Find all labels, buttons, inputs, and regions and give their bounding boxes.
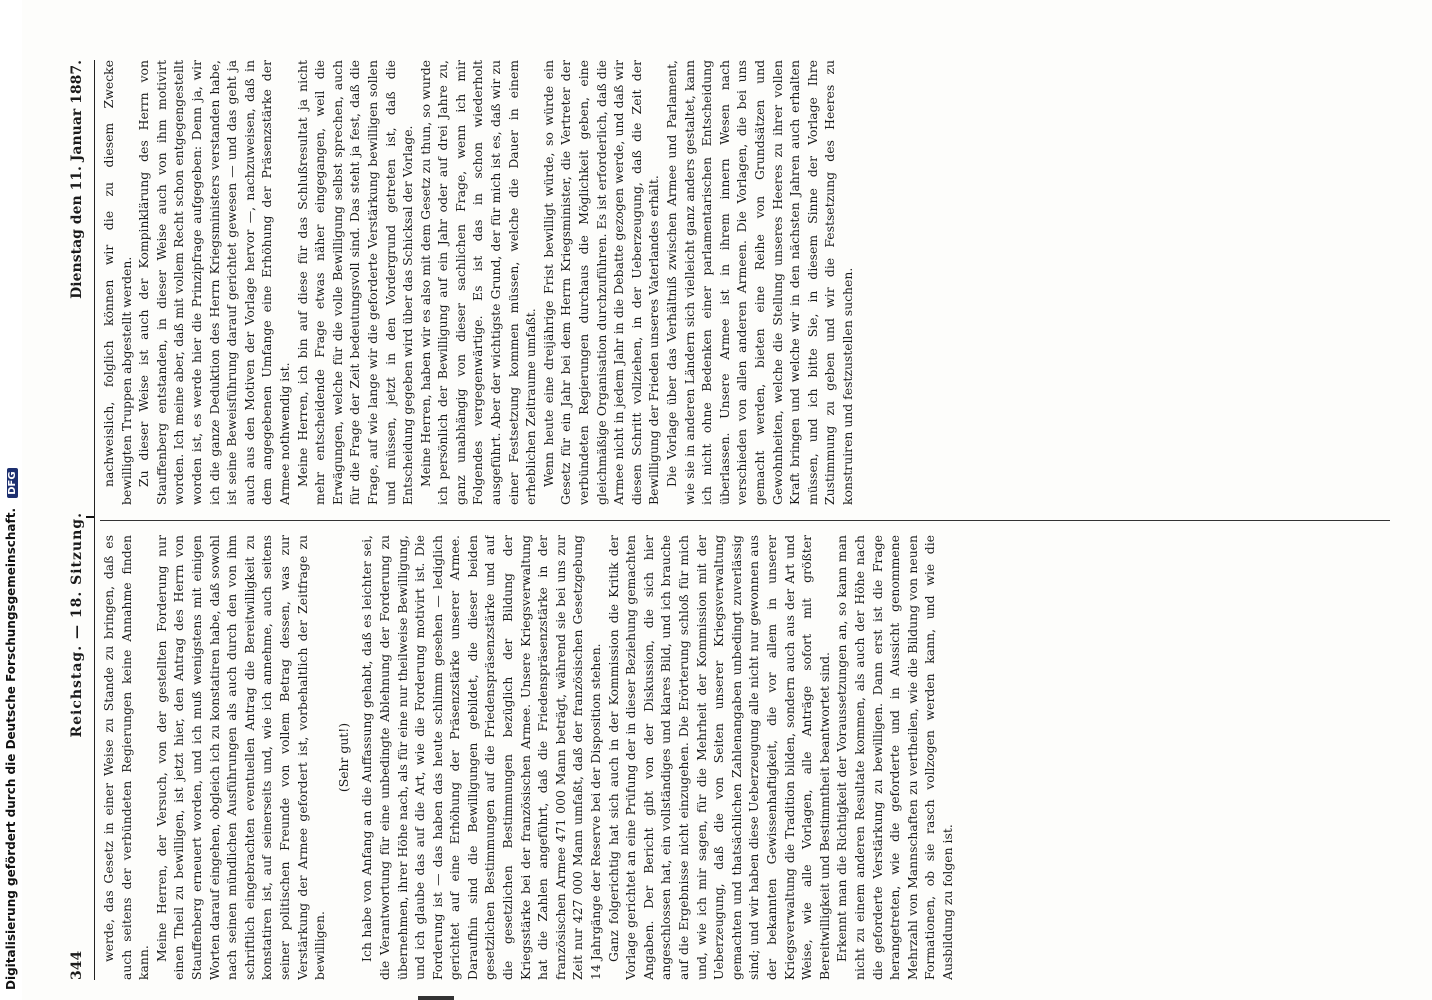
page-edge-mark [418, 996, 454, 1000]
paragraph: Wenn heute eine dreijährige Frist bewilligt würde, so würde ein Gesetz für ein Jahr bei dem Herrn Kriegsminister, die Vertreter der verbündeten Regierungen durchaus die Möglichkeit geben, eine gleichmäßige Organisation durchzuführen. Es ist erforderlich, daß die Armee nicht in jedem Jahr in die Debatte gezogen werde, und daß wir diesen Schritt vollziehen, in der Ueberzeugung, daß die Zeit der Bewilligung der Frieden unseres Vaterlandes erhält. [540, 60, 662, 505]
paragraph: Ganz folgerichtig hat sich auch in der Kommission die Kritik der Vorlage gerichtet an eine Prüfung der in dieser Beziehung gemachten Angaben. Der Bericht gibt von der Diskussion, die sich hier angeschlossen hat, ein vollständiges und klares Bild, und ich brauche auf die Ergebnisse nicht einzugehen. Die Erörterung schloß für mich und, wie ich mir sagen, für die Mehrheit der Kommission mit der Ueberzeugung, daß die von Seiten unserer Kriegsverwaltung gemachten und thatsächlichen Zahlenangaben unbedingt zuverlässig sind; und wir haben diese Ueberzeugung alle nicht nur gewonnen aus der bekannten Gewissenhaftigkeit, die vor allem in unserer Kriegsverwaltung die Tradition bilden, sondern auch aus der Art und Weise, wie alle Vorlagen, alle Anträge sofort mit größter Bereitwilligkeit und Bestimmtheit beantwortet sind. [605, 535, 832, 980]
left-column [100, 535, 1390, 980]
paragraph: Erkennt man die Richtigkeit der Voraussetzungen an, so kann man nicht zu einem anderen Resultate kommen, als auch der Höhe nach die geforderte Verstärkung zu bewilligen. Dann erst ist die Frage herangetreten, wie die geforderte und in Aussicht genommene Mehrzahl von Mannschaften zu vertheilen, wie die Bildung von neuen Formationen, ob sie rasch vollzogen werden kann, und wie die Ausbildung zu folgen ist. [834, 535, 955, 980]
paragraph: Meine Herren, ich bin auf diese für das Schlußresultat ja nicht mehr entscheidende Frage etwas näher eingegangen, weil die Erwägungen, welche für die volle Bewilligung selbst sprechen, auch für die Frage der Zeit bedeutungsvoll sind. Das steht ja fest, daß die Frage, auf wie lange wir die geforderte Verstärkung bewilligen sollen und müssen, jetzt in den Vordergrund getreten ist, daß die Entscheidung gegeben wird über das Schicksal der Vorlage. [294, 60, 416, 505]
column-divider [100, 520, 1390, 521]
text-columns [100, 60, 1390, 980]
page-number: 344 [69, 950, 85, 980]
session-title: Reichstag. — 18. Sitzung. [69, 512, 85, 738]
paragraph: nachweislich, folglich können wir die zu diesem Zwecke bewilligten Truppen abgestellt werden. [101, 60, 134, 505]
paragraph: Zu dieser Weise ist auch der Kompinklärung des Herrn von Stauffenberg entstanden, in dieser Weise auch von ihm motivirt worden. Ich meine aber, daß mit vollem Recht schon entgegengestellt worden ist, es werde hier die Prinzipfrage aufgegeben: Denn ja, wir ich die ganze Deduktion des Herrn Kriegsministers verstanden habe, ist seine Beweisführung darauf gerichtet gewesen — und das geht ja auch aus den Motiven der Vorlage hervor —, nachzuweisen, daß in dem angegebenen Umfange eine Erhöhung der Präsenzstärke der Armee nothwendig ist. [136, 60, 292, 505]
paragraph: Meine Herren, haben wir es also mit dem Gesetz zu thun, so wurde ich persönlich der Bewilligung auf ein Jahr oder auf drei Jahre zu, ganz unabhängig von dieser sachlichen Frage, wenn ich mir Folgendes vergegenwärtige. Es ist das in schon wiederholt ausgeführt. Aber der wichtigste Grund, der für mich ist es, daß wir zu einer Festsetzung kommen müssen, welche die Dauer in einem erheblichen Zeitraume umfaßt. [417, 60, 539, 505]
paragraph: Die Vorlage über das Verhältniß zwischen Armee und Parlament, wie sie in anderen Ländern sich vielleicht ganz anders gestaltet, kann ich nicht ohne Bedenken einer parlamentarischen Entscheidung überlassen. Unsere Armee ist in ihrem innern Wesen nach verschieden von allen anderen Armeen. Die Vorlagen, die bei uns gemacht werden, bieten eine Reihe von Grundsätzen und Gewohnheiten, welche die Stellung unseres Heeres zu ihrer vollen Kraft bringen und welche wir in den nächsten Jahren auch erhalten müssen, und ich bitte Sie, in diesem Sinne der Vorlage Ihre Zustimmung zu geben und wir die Festsetzung des Heeres zu konstruiren und festzustellen suchen. [664, 60, 855, 505]
page-header [60, 60, 95, 980]
rotated-page [60, 60, 1400, 980]
paragraph: Ich habe von Anfang an die Auffassung gehabt, daß es leichter sei, die Verantwortung für eine unbedingte Ablehnung der Forderung zu übernehmen, ihrer Höhe nach, als für eine nur theilweise Bewilligung, und ich glaube das auf die Art, wie die Forderung motivirt ist. Die Forderung ist — das haben das heute schlimm gesehen — lediglich gerichtet auf eine Erhöhung der Präsenzstärke unserer Armee. Daraufhin sind die Bewilligungen gebildet, die dieser beiden gesetzlichen Bestimmungen auf die Friedenspräsenzstärke und auf die gesetzlichen Bestimmungen bezüglich der Bildung der Kriegsstärke bei der französischen Armee. Unsere Kriegsverwaltung hat die Zahlen angeführt, daß die Friedenspräsenzstärke in der französischen Armee 471 000 Mann beträgt, während sie bei uns zur Zeit nur 427 000 Mann umfaßt, daß der französischen Gesetzgebung 14 Jahrgänge der Reserve bei der Disposition stehen. [359, 535, 604, 980]
paragraph: Meine Herren, der Versuch, von der gestellten Forderung nur einen Theil zu bewilligen, ist jetzt hier, den Antrag des Herrn von Stauffenberg erneuert worden, und ich muß wenigstens mit einigen Worten darauf eingehen, obgleich ich zu konstatiren habe, daß sowohl nach seinen mündlichen Ausführungen als auch durch den von ihm schriftlich eingebrachten eventuellen Antrag die Bereitwilligkeit zu konstatiren ist, auf seinerseits und, wie ich annehme, auch seitens seiner politischen Freunde von vollem Betrag dessen, was zur Verstärkung der Armee gefordert ist, vorbehaltlich der Zeitfrage zu bewilligen. [153, 535, 328, 980]
digitization-credit [4, 10, 20, 990]
interjection: (Sehr gut!) [335, 722, 351, 793]
dfg-logo: DFG [7, 468, 18, 497]
paragraph: werde, das Gesetz in einer Weise zu Stande zu bringen, daß es auch seitens der verbündeten Regierungen keine Annahme finden kann. [101, 535, 152, 980]
right-column [100, 60, 1390, 505]
credit-text: Digitalisierung gefördert durch die Deutsche Forschungsgemeinschaft. [4, 507, 18, 990]
footer-strip [0, 0, 22, 1000]
session-date: Dienstag den 11. Januar 1887. [69, 60, 85, 299]
